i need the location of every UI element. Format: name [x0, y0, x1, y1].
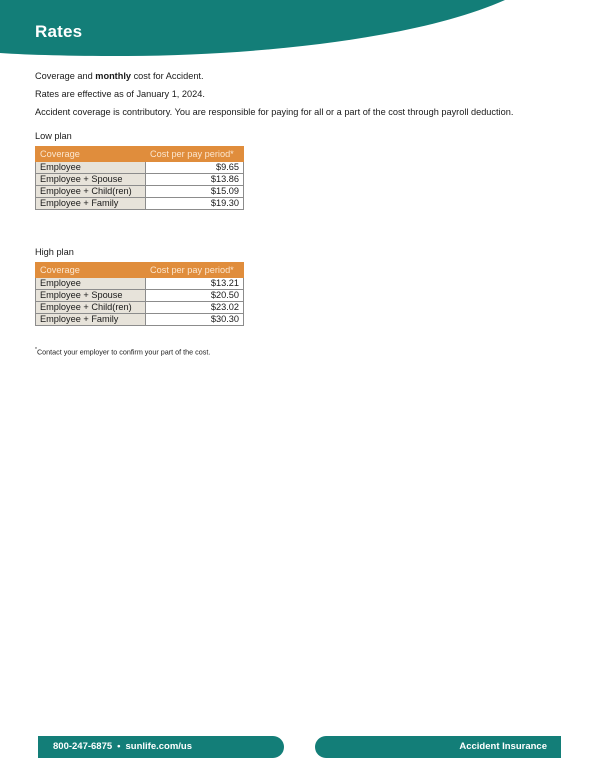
column-header-coverage: Coverage [36, 263, 146, 278]
table-header-row [36, 263, 244, 278]
low-plan-section [35, 131, 295, 210]
cost-cell: $15.09 [146, 186, 244, 198]
website-link[interactable]: sunlife.com/us [125, 741, 193, 752]
separator-dot: • [117, 741, 121, 752]
cost-cell: $23.02 [146, 302, 244, 314]
cost-cell: $13.21 [146, 278, 244, 290]
coverage-cell: Employee [36, 162, 146, 174]
table-row [36, 302, 244, 314]
cost-cell: $9.65 [146, 162, 244, 174]
high-plan-rates-table [35, 262, 244, 326]
coverage-cell: Employee + Family [36, 198, 146, 210]
footnote-marker: * [35, 347, 37, 353]
high-plan-section [35, 247, 295, 326]
page-title: Rates [35, 22, 83, 41]
footer-contact-panel [38, 736, 284, 758]
cost-cell: $19.30 [146, 198, 244, 210]
intro-contributory-line: Accident coverage is contributory. You are responsible for paying for all or a part of the cost through payroll deduction. [35, 107, 514, 117]
table-row [36, 278, 244, 290]
intro-effective-date-line: Rates are effective as of January 1, 2024. [35, 89, 205, 99]
column-header-cost: Cost per pay period* [146, 147, 244, 162]
table-row [36, 290, 244, 302]
intro-coverage-line: Coverage and monthly cost for Accident. [35, 71, 204, 81]
footer-product-panel [315, 736, 561, 758]
cost-cell: $20.50 [146, 290, 244, 302]
table-row [36, 174, 244, 186]
table-row [36, 162, 244, 174]
coverage-cell: Employee + Child(ren) [36, 186, 146, 198]
column-header-coverage: Coverage [36, 147, 146, 162]
cost-cell: $13.86 [146, 174, 244, 186]
coverage-cell: Employee + Spouse [36, 290, 146, 302]
table-header-row [36, 147, 244, 162]
table-row [36, 314, 244, 326]
coverage-cell: Employee [36, 278, 146, 290]
plan-title: High plan [35, 247, 74, 257]
table-row [36, 198, 244, 210]
intro-text [35, 71, 565, 125]
product-name: Accident Insurance [459, 741, 547, 752]
coverage-cell: Employee + Child(ren) [36, 302, 146, 314]
cost-cell: $30.30 [146, 314, 244, 326]
footnote-text: Contact your employer to confirm your part of the cost. [36, 347, 211, 357]
column-header-cost: Cost per pay period* [146, 263, 244, 278]
low-plan-rates-table [35, 146, 244, 210]
coverage-cell: Employee + Spouse [36, 174, 146, 186]
header-wave-shape [0, 0, 600, 62]
footnote [35, 347, 210, 356]
table-row [36, 186, 244, 198]
footer-bar [38, 736, 561, 758]
phone-number-link[interactable]: 800-247-6875 [53, 741, 113, 752]
header-banner [0, 0, 600, 62]
coverage-cell: Employee + Family [36, 314, 146, 326]
plan-title: Low plan [35, 131, 72, 141]
footer-contact [53, 741, 192, 752]
